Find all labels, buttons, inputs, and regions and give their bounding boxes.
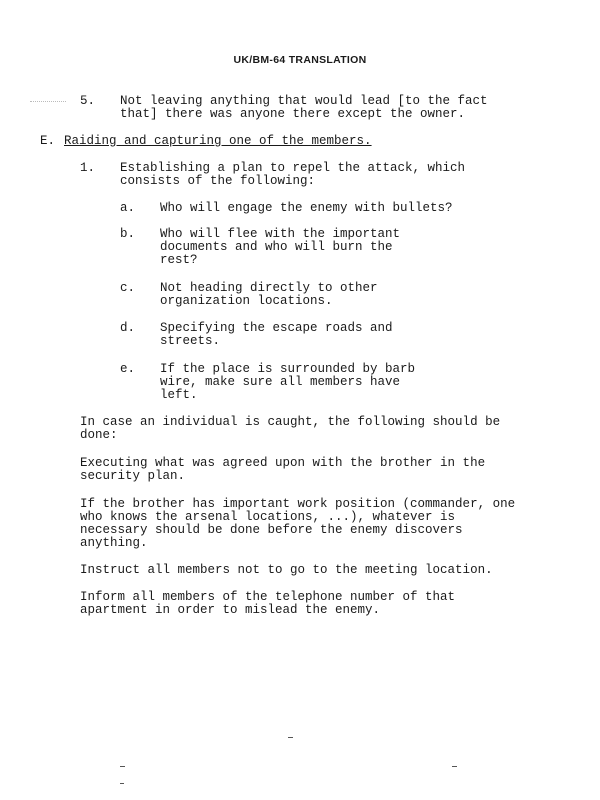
scan-speck: [120, 783, 124, 784]
subitem-a-letter: a.: [120, 201, 136, 215]
paragraph-important-position: If the brother has important work position (commander, one who knows the arsenal locations, ...), whatever is necessary should be done before the enemy discovers anything.: [80, 497, 516, 550]
subitem-a-text: Who will engage the enemy with bullets?: [160, 201, 453, 215]
paragraph-inform-members: Inform all members of the telephone number of that apartment in order to mislead the enemy.: [80, 590, 456, 617]
document-header: UK/BM-64 TRANSLATION: [233, 54, 367, 66]
subitem-e-text: If the place is surrounded by barb wire, make sure all members have left.: [160, 362, 416, 402]
subitem-b-text: Who will flee with the important documents and who will burn the rest?: [160, 227, 401, 267]
item-1-number: 1.: [80, 161, 96, 175]
subitem-d-letter: d.: [120, 321, 136, 335]
scan-speck: [452, 766, 457, 767]
item-5-text: Not leaving anything that would lead [to the fact that] there was anyone there except the owner.: [120, 94, 488, 121]
subitem-c-text: Not heading directly to other organization locations.: [160, 281, 378, 308]
subitem-d-text: Specifying the escape roads and streets.: [160, 321, 393, 348]
scan-speck: [120, 766, 125, 767]
subitem-b-letter: b.: [120, 227, 136, 241]
scan-speck: [288, 737, 293, 738]
section-e-title: Raiding and capturing one of the members.: [64, 134, 372, 148]
subitem-e-letter: e.: [120, 362, 136, 376]
section-e-letter: E.: [40, 134, 56, 148]
item-1-text: Establishing a plan to repel the attack, which consists of the following:: [120, 161, 466, 188]
paragraph-case-caught: In case an individual is caught, the following should be done:: [80, 415, 501, 442]
subitem-c-letter: c.: [120, 281, 136, 295]
paragraph-executing: Executing what was agreed upon with the brother in the security plan.: [80, 456, 486, 483]
scan-artifact: [30, 101, 66, 102]
paragraph-instruct-members: Instruct all members not to go to the meeting location.: [80, 563, 493, 577]
item-5-number: 5.: [80, 94, 96, 108]
